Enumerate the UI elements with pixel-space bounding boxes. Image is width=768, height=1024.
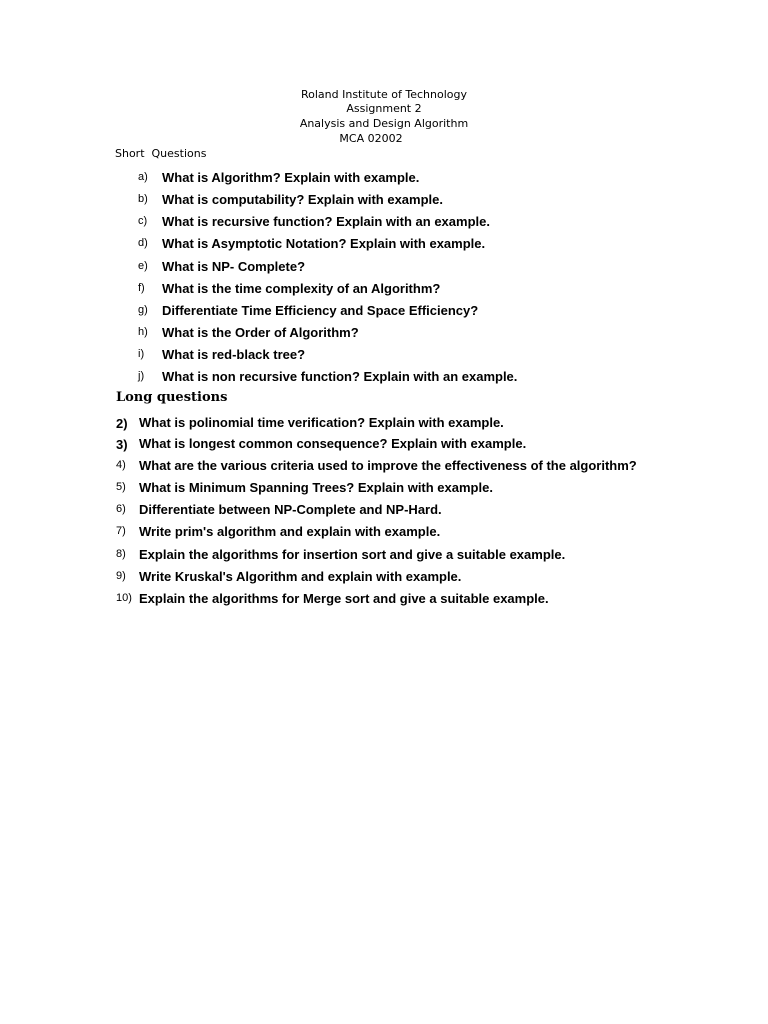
list-marker: 2) <box>116 416 128 431</box>
question-text: What is the Order of Algorithm? <box>162 325 359 340</box>
question-text: What is Asymptotic Notation? Explain with example. <box>162 236 486 251</box>
list-marker: c) <box>138 215 148 227</box>
course-code: MCA 02002 <box>339 132 403 145</box>
question-text: What is red-black tree? <box>162 347 306 362</box>
list-marker: h) <box>138 326 148 338</box>
list-marker: 10) <box>116 592 132 604</box>
short-questions-heading: Short Questions <box>115 147 207 160</box>
question-text: Differentiate between NP-Complete and NP-Hard. <box>139 502 442 517</box>
list-marker: a) <box>138 171 148 183</box>
question-text: What are the various criteria used to improve the effectiveness of the algorithm? <box>139 458 637 473</box>
question-text: Differentiate Time Efficiency and Space Efficiency? <box>162 303 479 318</box>
list-marker: i) <box>138 348 145 360</box>
list-marker: b) <box>138 193 148 205</box>
question-text: What is NP- Complete? <box>162 259 306 274</box>
question-text: What is Algorithm? Explain with example. <box>162 170 420 185</box>
list-marker: 5) <box>116 481 126 493</box>
list-marker: 6) <box>116 503 126 515</box>
question-text: What is polinomial time verification? Explain with example. <box>139 415 504 430</box>
list-marker: 7) <box>116 525 126 537</box>
list-marker: 9) <box>116 570 126 582</box>
list-marker: j) <box>138 370 145 382</box>
list-marker: 8) <box>116 548 126 560</box>
institute-name: Roland Institute of Technology <box>300 88 468 101</box>
question-text: What is longest common consequence? Explain with example. <box>139 436 527 451</box>
list-marker: f) <box>138 282 145 294</box>
question-text: What is Minimum Spanning Trees? Explain with example. <box>139 480 493 495</box>
question-text: Write prim's algorithm and explain with example. <box>139 524 441 539</box>
list-marker: g) <box>138 304 148 316</box>
question-text: Explain the algorithms for Merge sort and give a suitable example. <box>139 591 549 606</box>
subject-title: Analysis and Design Algorithm <box>299 117 469 130</box>
question-text: What is non recursive function? Explain with an example. <box>162 369 518 384</box>
question-text: Write Kruskal's Algorithm and explain with example. <box>139 569 462 584</box>
list-marker: 3) <box>116 437 128 452</box>
list-marker: 4) <box>116 459 126 471</box>
list-marker: e) <box>138 260 148 272</box>
assignment-title: Assignment 2 <box>346 102 422 115</box>
question-text: What is recursive function? Explain with an example. <box>162 214 490 229</box>
long-questions-heading: Long questions <box>116 390 228 405</box>
question-text: What is the time complexity of an Algorithm? <box>162 281 441 296</box>
question-text: Explain the algorithms for insertion sort and give a suitable example. <box>139 547 566 562</box>
question-text: What is computability? Explain with example. <box>162 192 443 207</box>
list-marker: d) <box>138 237 148 249</box>
